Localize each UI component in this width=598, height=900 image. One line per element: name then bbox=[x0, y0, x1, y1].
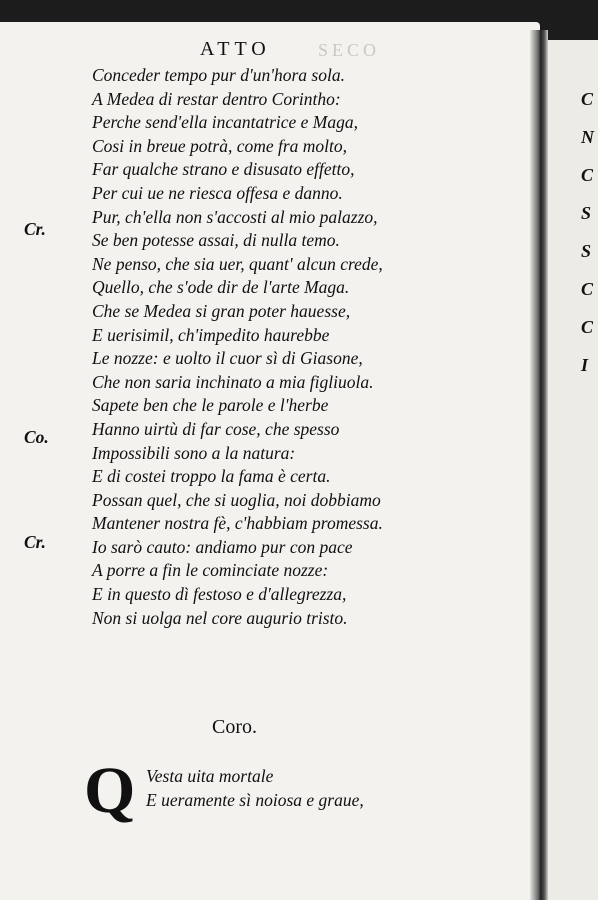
book-gutter bbox=[530, 30, 548, 900]
verse-line: Pur, ch'ella non s'accosti al mio palazzo, bbox=[92, 206, 378, 227]
right-page-letter: C bbox=[581, 89, 594, 109]
verse-line: Sapete ben che le parole e l'herbe bbox=[92, 395, 329, 416]
verse-line: Quello, che s'ode dir de l'arte Maga. bbox=[92, 277, 350, 298]
right-page-letter: S bbox=[581, 203, 592, 223]
verse-line: Impossibili sono a la natura: bbox=[92, 442, 296, 463]
bleed-through-text: SECO bbox=[318, 40, 381, 60]
verse-line: Che non saria inchinato a mia figliuola. bbox=[92, 371, 374, 392]
chorus-verse bbox=[146, 764, 364, 812]
verse-line: Le nozze: e uolto il cuor sì di Giasone, bbox=[92, 348, 363, 369]
verse-line: Far qualche strano e disusato effetto, bbox=[92, 159, 355, 180]
verse-line: Mantener nostra fè, c'habbiam promessa. bbox=[92, 513, 383, 534]
right-page-letter: C bbox=[581, 165, 594, 185]
speaker-label: Cr. bbox=[24, 219, 46, 239]
verse-line: Vesta uita mortale bbox=[146, 766, 274, 786]
verse-line: Io sarò cauto: andiamo pur con pace bbox=[92, 536, 353, 557]
verse-line: Per cui ue ne riesca offesa e danno. bbox=[92, 182, 343, 203]
verse-line: Non si uolga nel core augurio tristo. bbox=[92, 607, 348, 628]
verse-line: E di costei troppo la fama è certa. bbox=[92, 466, 331, 487]
verse-line: Ne penso, che sia uer, quant' alcun crede, bbox=[92, 253, 383, 274]
speaker-label: Co. bbox=[24, 427, 49, 447]
verse-line: Hanno uirtù di far cose, che spesso bbox=[92, 418, 340, 439]
right-page-letter: C bbox=[581, 279, 594, 299]
verse-line: E uerisimil, ch'impedito haurebbe bbox=[92, 324, 330, 345]
verse-line: Perche send'ella incantatrice e Maga, bbox=[92, 112, 358, 133]
verse-line: Conceder tempo pur d'un'hora sola. bbox=[92, 65, 345, 85]
verse-line: A Medea di restar dentro Corintho: bbox=[92, 88, 341, 109]
verse-block bbox=[92, 64, 532, 630]
verse-line: Se ben potesse assai, di nulla temo. bbox=[92, 230, 340, 251]
right-page-line-starts bbox=[581, 80, 594, 384]
verse-line: Che se Medea si gran poter hauesse, bbox=[92, 300, 351, 321]
drop-capital: Q bbox=[84, 754, 136, 827]
verse-line: Possan quel, che si uoglia, noi dobbiamo bbox=[92, 489, 381, 510]
chorus-heading: Coro. bbox=[212, 716, 257, 738]
verse-line: E in questo dì festoso e d'allegrezza, bbox=[92, 584, 347, 605]
right-page-letter: C bbox=[581, 317, 594, 337]
verse-line: E ueramente sì noiosa e graue, bbox=[146, 790, 364, 810]
speaker-label: Cr. bbox=[24, 532, 46, 552]
running-head: ATTO bbox=[200, 38, 271, 60]
verse-line: A porre a fin le cominciate nozze: bbox=[92, 560, 329, 581]
verse-line: Cosi in breue potrà, come fra molto, bbox=[92, 135, 348, 156]
right-page-letter: N bbox=[581, 127, 594, 147]
right-page-letter: I bbox=[581, 355, 589, 375]
right-page-letter: S bbox=[581, 241, 592, 261]
